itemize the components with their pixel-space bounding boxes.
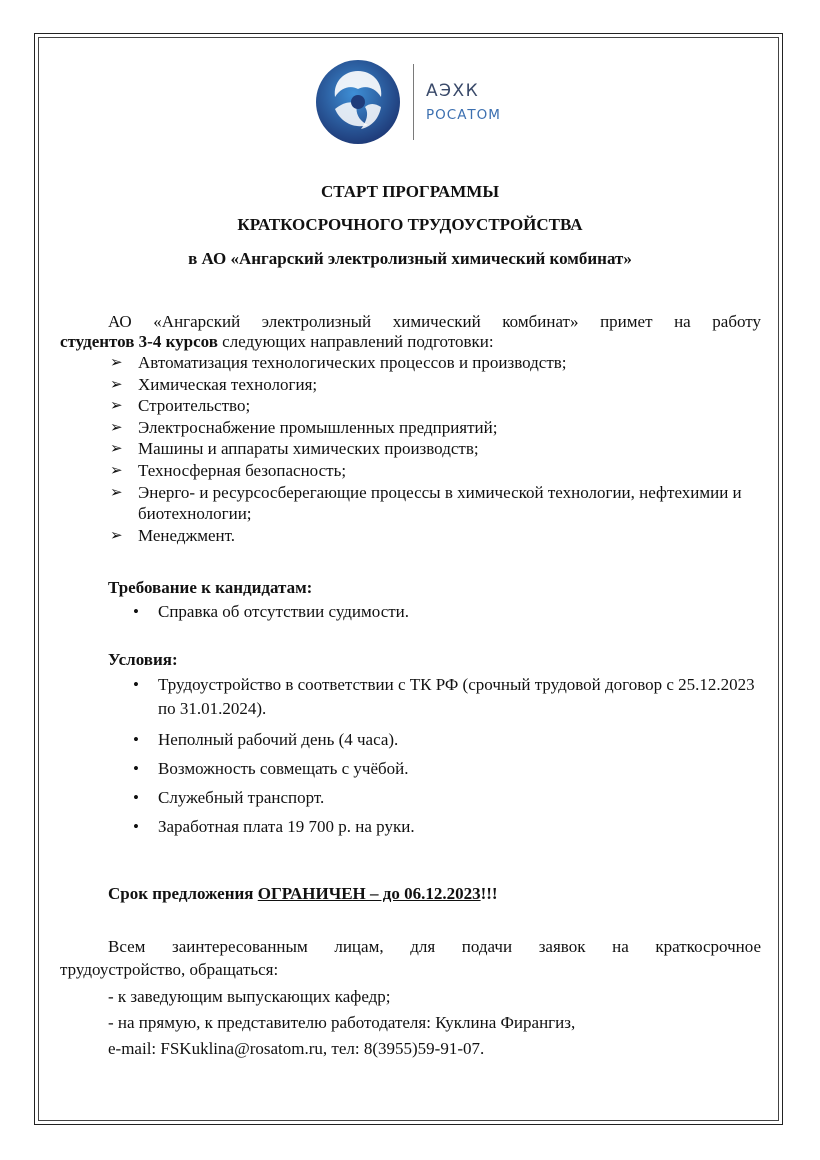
intro-line-1	[108, 311, 761, 332]
title-line-3: в АО «Ангарский электролизный химический комбинат»	[188, 249, 632, 268]
direction-text: Машины и аппараты химических производств;	[138, 439, 479, 459]
directions-list	[110, 352, 750, 546]
list-item	[133, 600, 763, 624]
condition-text: Возможность совмещать с учёбой.	[158, 759, 409, 778]
direction-text: Энерго- и ресурсосберегающие процессы в химической технологии, нефтехимии и биотехнологии;	[138, 482, 742, 524]
list-item	[133, 728, 763, 752]
direction-text: Электроснабжение промышленных предприятий;	[138, 417, 498, 437]
list-item	[133, 786, 763, 810]
logo-text-rosatom: РОСАТОМ	[426, 107, 501, 123]
arrow-marker-icon: ➢	[110, 374, 123, 393]
rosatom-emblem-icon	[313, 57, 403, 147]
bullet-icon: •	[133, 602, 139, 621]
list-item	[110, 374, 750, 396]
company-logo	[313, 57, 513, 147]
direction-text: Строительство;	[138, 396, 251, 416]
condition-text: Заработная плата 19 700 р. на руки.	[158, 817, 415, 836]
intro-rest: следующих направлений подготовки:	[217, 332, 494, 351]
list-item	[110, 525, 750, 547]
deadline-date: ОГРАНИЧЕН – до 06.12.2023	[257, 884, 481, 903]
contact-line-3: - к заведующим выпускающих кафедр;	[108, 987, 391, 1006]
direction-text: Техносферная безопасность;	[138, 460, 347, 480]
conditions-list	[133, 673, 763, 839]
arrow-marker-icon: ➢	[110, 525, 123, 544]
intro-bold: студентов 3-4 курсов	[60, 332, 218, 351]
list-item	[110, 395, 750, 417]
list-item	[110, 482, 750, 525]
bullet-icon: •	[133, 817, 139, 836]
condition-text: Неполный рабочий день (4 часа).	[158, 730, 399, 749]
contact-line-5: e-mail: FSKuklina@rosatom.ru, тел: 8(3955)59-91-07.	[108, 1039, 485, 1058]
arrow-marker-icon: ➢	[110, 396, 123, 415]
logo-divider	[413, 64, 414, 140]
arrow-marker-icon: ➢	[110, 353, 123, 371]
deadline-notice	[108, 884, 498, 904]
list-item	[110, 352, 750, 374]
arrow-marker-icon: ➢	[110, 460, 123, 479]
list-item	[110, 460, 750, 482]
contact-line-2: трудоустройство, обращаться:	[60, 960, 279, 979]
arrow-marker-icon: ➢	[110, 417, 123, 436]
direction-text: Химическая технология;	[138, 374, 318, 394]
title-line-1: СТАРТ ПРОГРАММЫ	[320, 182, 500, 201]
direction-text: Менеджмент.	[138, 525, 236, 545]
bullet-icon: •	[133, 788, 139, 807]
condition-text: Трудоустройство в соответствии с ТК РФ (срочный трудовой договор с 25.12.2023 по 31.01.2024).	[158, 675, 755, 718]
list-item	[110, 438, 750, 460]
bullet-icon: •	[133, 675, 139, 694]
intro-line-2	[60, 331, 760, 352]
condition-text: Служебный транспорт.	[158, 788, 325, 807]
list-item	[133, 673, 763, 721]
conditions-heading: Условия:	[108, 650, 178, 669]
deadline-suffix: !!!	[480, 884, 498, 903]
contact-line-4: - на прямую, к представителю работодателя: Куклина Фирангиз,	[108, 1013, 576, 1032]
list-item	[133, 757, 763, 781]
bullet-icon: •	[133, 730, 139, 749]
bullet-icon: •	[133, 759, 139, 778]
deadline-prefix: Срок предложения	[108, 884, 258, 903]
requirement-text: Справка об отсутствии судимости.	[158, 602, 410, 621]
requirements-heading: Требование к кандидатам:	[108, 578, 313, 597]
title-line-2: КРАТКОСРОЧНОГО ТРУДОУСТРОЙСТВА	[237, 215, 583, 234]
arrow-marker-icon: ➢	[110, 482, 123, 501]
intro-text: АО «Ангарский электролизный химический комбинат» примет на работу	[108, 312, 761, 331]
logo-text-aekhk: АЭХК	[426, 81, 480, 101]
requirements-list	[133, 600, 763, 624]
list-item	[133, 815, 763, 839]
arrow-marker-icon: ➢	[110, 439, 123, 458]
contact-line-1	[108, 936, 761, 957]
contact-text-1: Всем заинтересованным лицам, для подачи заявок на краткосрочное	[108, 937, 761, 956]
direction-text: Автоматизация технологических процессов и производств;	[138, 353, 567, 372]
list-item	[110, 417, 750, 439]
